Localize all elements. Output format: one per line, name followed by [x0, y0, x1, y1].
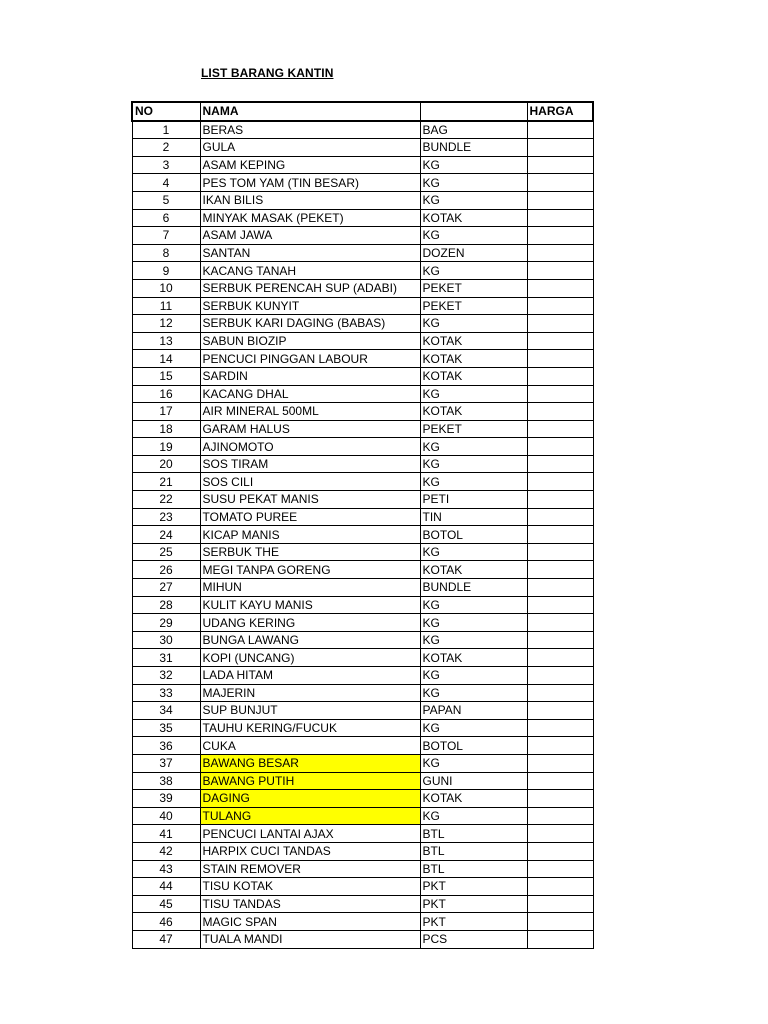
cell-nama: KACANG TANAH: [200, 262, 420, 280]
cell-unit: KOTAK: [420, 367, 527, 385]
cell-unit: KG: [420, 543, 527, 561]
table-row: [132, 244, 593, 262]
cell-nama: DAGING: [200, 790, 420, 808]
cell-nama: STAIN REMOVER: [200, 860, 420, 878]
cell-unit: PAPAN: [420, 702, 527, 720]
cell-unit: GUNI: [420, 772, 527, 790]
table-row: [132, 772, 593, 790]
cell-no: 28: [132, 596, 200, 614]
cell-unit: PETI: [420, 491, 527, 509]
cell-harga: [527, 754, 593, 772]
cell-nama: BERAS: [200, 121, 420, 139]
cell-unit: BAG: [420, 121, 527, 139]
cell-nama: AJINOMOTO: [200, 438, 420, 456]
table-row: [132, 491, 593, 509]
table-row: [132, 631, 593, 649]
cell-harga: [527, 262, 593, 280]
cell-harga: [527, 649, 593, 667]
cell-nama: MINYAK MASAK (PEKET): [200, 209, 420, 227]
cell-no: 5: [132, 191, 200, 209]
cell-no: 9: [132, 262, 200, 280]
table-row: [132, 385, 593, 403]
cell-nama: SERBUK KUNYIT: [200, 297, 420, 315]
table-row: [132, 332, 593, 350]
cell-unit: PKT: [420, 895, 527, 913]
table-row: [132, 191, 593, 209]
cell-nama: SOS TIRAM: [200, 455, 420, 473]
cell-unit: KG: [420, 719, 527, 737]
item-list-table: [131, 101, 594, 949]
cell-nama: SUP BUNJUT: [200, 702, 420, 720]
cell-harga: [527, 930, 593, 948]
cell-unit: KG: [420, 631, 527, 649]
table-row: [132, 420, 593, 438]
cell-no: 6: [132, 209, 200, 227]
cell-no: 25: [132, 543, 200, 561]
cell-no: 37: [132, 754, 200, 772]
cell-no: 15: [132, 367, 200, 385]
cell-nama: SANTAN: [200, 244, 420, 262]
cell-nama: KULIT KAYU MANIS: [200, 596, 420, 614]
cell-harga: [527, 403, 593, 421]
table-row: [132, 895, 593, 913]
cell-unit: PEKET: [420, 279, 527, 297]
cell-unit: KG: [420, 227, 527, 245]
document-title: LIST BARANG KANTIN: [201, 66, 334, 80]
cell-unit: KOTAK: [420, 403, 527, 421]
cell-unit: KG: [420, 315, 527, 333]
cell-no: 10: [132, 279, 200, 297]
cell-harga: [527, 579, 593, 597]
cell-no: 14: [132, 350, 200, 368]
cell-nama: TUALA MANDI: [200, 930, 420, 948]
table-row: [132, 930, 593, 948]
table-row: [132, 719, 593, 737]
cell-no: 42: [132, 842, 200, 860]
table-row: [132, 842, 593, 860]
cell-unit: KG: [420, 473, 527, 491]
cell-no: 26: [132, 561, 200, 579]
cell-harga: [527, 719, 593, 737]
cell-nama: GULA: [200, 139, 420, 157]
cell-unit: KG: [420, 667, 527, 685]
cell-no: 41: [132, 825, 200, 843]
cell-no: 21: [132, 473, 200, 491]
cell-harga: [527, 385, 593, 403]
cell-nama: UDANG KERING: [200, 614, 420, 632]
cell-no: 11: [132, 297, 200, 315]
cell-no: 23: [132, 508, 200, 526]
cell-nama: TOMATO PUREE: [200, 508, 420, 526]
cell-unit: BTL: [420, 842, 527, 860]
table-row: [132, 543, 593, 561]
table-row: [132, 807, 593, 825]
cell-harga: [527, 561, 593, 579]
cell-unit: KG: [420, 385, 527, 403]
cell-nama: BAWANG PUTIH: [200, 772, 420, 790]
cell-harga: [527, 191, 593, 209]
cell-no: 20: [132, 455, 200, 473]
cell-nama: MEGI TANPA GORENG: [200, 561, 420, 579]
cell-unit: PEKET: [420, 297, 527, 315]
cell-harga: [527, 508, 593, 526]
table-row: [132, 860, 593, 878]
cell-harga: [527, 174, 593, 192]
cell-nama: CUKA: [200, 737, 420, 755]
table-row: [132, 174, 593, 192]
table-row: [132, 262, 593, 280]
cell-harga: [527, 455, 593, 473]
cell-unit: KOTAK: [420, 332, 527, 350]
cell-nama: ASAM JAWA: [200, 227, 420, 245]
cell-nama: GARAM HALUS: [200, 420, 420, 438]
cell-harga: [527, 139, 593, 157]
cell-no: 43: [132, 860, 200, 878]
cell-harga: [527, 842, 593, 860]
cell-nama: HARPIX CUCI TANDAS: [200, 842, 420, 860]
cell-no: 18: [132, 420, 200, 438]
cell-no: 36: [132, 737, 200, 755]
cell-harga: [527, 614, 593, 632]
cell-nama: TISU TANDAS: [200, 895, 420, 913]
cell-unit: BTL: [420, 860, 527, 878]
cell-harga: [527, 702, 593, 720]
cell-harga: [527, 807, 593, 825]
cell-harga: [527, 279, 593, 297]
cell-harga: [527, 350, 593, 368]
table-row: [132, 209, 593, 227]
cell-nama: KACANG DHAL: [200, 385, 420, 403]
cell-unit: KG: [420, 156, 527, 174]
table-row: [132, 790, 593, 808]
cell-no: 46: [132, 913, 200, 931]
table-row: [132, 403, 593, 421]
cell-unit: PKT: [420, 913, 527, 931]
cell-unit: KG: [420, 684, 527, 702]
cell-unit: KG: [420, 614, 527, 632]
table-row: [132, 367, 593, 385]
cell-unit: BUNDLE: [420, 579, 527, 597]
cell-no: 8: [132, 244, 200, 262]
cell-unit: KOTAK: [420, 209, 527, 227]
cell-no: 33: [132, 684, 200, 702]
cell-harga: [527, 438, 593, 456]
cell-nama: TISU KOTAK: [200, 878, 420, 896]
table-row: [132, 438, 593, 456]
cell-unit: KG: [420, 455, 527, 473]
cell-harga: [527, 209, 593, 227]
table-header: [132, 102, 593, 121]
table-row: [132, 596, 593, 614]
cell-no: 17: [132, 403, 200, 421]
cell-no: 1: [132, 121, 200, 139]
cell-no: 16: [132, 385, 200, 403]
cell-harga: [527, 790, 593, 808]
cell-no: 40: [132, 807, 200, 825]
table-row: [132, 139, 593, 157]
cell-unit: KG: [420, 438, 527, 456]
cell-harga: [527, 332, 593, 350]
table-row: [132, 315, 593, 333]
cell-no: 44: [132, 878, 200, 896]
cell-no: 32: [132, 667, 200, 685]
cell-no: 19: [132, 438, 200, 456]
table-row: [132, 684, 593, 702]
cell-nama: KICAP MANIS: [200, 526, 420, 544]
table-row: [132, 350, 593, 368]
table-row: [132, 579, 593, 597]
cell-harga: [527, 420, 593, 438]
cell-unit: KG: [420, 596, 527, 614]
cell-unit: KOTAK: [420, 561, 527, 579]
cell-no: 38: [132, 772, 200, 790]
cell-harga: [527, 596, 593, 614]
table-row: [132, 878, 593, 896]
cell-no: 24: [132, 526, 200, 544]
cell-nama: AIR MINERAL 500ML: [200, 403, 420, 421]
cell-unit: PKT: [420, 878, 527, 896]
cell-no: 29: [132, 614, 200, 632]
cell-harga: [527, 860, 593, 878]
cell-nama: BAWANG BESAR: [200, 754, 420, 772]
table-row: [132, 649, 593, 667]
table-row: [132, 702, 593, 720]
cell-nama: TAUHU KERING/FUCUK: [200, 719, 420, 737]
cell-harga: [527, 315, 593, 333]
cell-harga: [527, 737, 593, 755]
cell-nama: MIHUN: [200, 579, 420, 597]
cell-nama: KOPI (UNCANG): [200, 649, 420, 667]
cell-unit: KOTAK: [420, 649, 527, 667]
cell-harga: [527, 895, 593, 913]
cell-no: 39: [132, 790, 200, 808]
header-harga: HARGA: [527, 102, 593, 121]
cell-no: 35: [132, 719, 200, 737]
cell-no: 27: [132, 579, 200, 597]
cell-nama: SERBUK KARI DAGING (BABAS): [200, 315, 420, 333]
cell-harga: [527, 526, 593, 544]
cell-unit: KG: [420, 754, 527, 772]
cell-harga: [527, 244, 593, 262]
table-row: [132, 737, 593, 755]
cell-unit: TIN: [420, 508, 527, 526]
table-row: [132, 913, 593, 931]
cell-nama: SARDIN: [200, 367, 420, 385]
cell-no: 22: [132, 491, 200, 509]
cell-no: 34: [132, 702, 200, 720]
table-row: [132, 455, 593, 473]
cell-no: 30: [132, 631, 200, 649]
cell-no: 4: [132, 174, 200, 192]
table-row: [132, 825, 593, 843]
table-row: [132, 754, 593, 772]
cell-nama: TULANG: [200, 807, 420, 825]
table-row: [132, 561, 593, 579]
cell-harga: [527, 156, 593, 174]
table-row: [132, 279, 593, 297]
cell-unit: PCS: [420, 930, 527, 948]
cell-unit: BOTOL: [420, 526, 527, 544]
cell-nama: MAGIC SPAN: [200, 913, 420, 931]
cell-no: 7: [132, 227, 200, 245]
header-no: NO: [132, 102, 200, 121]
cell-unit: KOTAK: [420, 350, 527, 368]
cell-unit: KG: [420, 807, 527, 825]
cell-harga: [527, 684, 593, 702]
header-nama: NAMA: [200, 102, 420, 121]
cell-unit: KOTAK: [420, 790, 527, 808]
cell-nama: SERBUK THE: [200, 543, 420, 561]
cell-nama: MAJERIN: [200, 684, 420, 702]
cell-unit: KG: [420, 174, 527, 192]
table-row: [132, 227, 593, 245]
cell-harga: [527, 667, 593, 685]
table-row: [132, 121, 593, 139]
cell-harga: [527, 227, 593, 245]
cell-nama: PENCUCI PINGGAN LABOUR: [200, 350, 420, 368]
cell-no: 45: [132, 895, 200, 913]
cell-nama: SOS CILI: [200, 473, 420, 491]
cell-unit: BUNDLE: [420, 139, 527, 157]
table-row: [132, 526, 593, 544]
cell-nama: SUSU PEKAT MANIS: [200, 491, 420, 509]
cell-nama: ASAM KEPING: [200, 156, 420, 174]
cell-nama: LADA HITAM: [200, 667, 420, 685]
cell-harga: [527, 631, 593, 649]
cell-harga: [527, 825, 593, 843]
table-row: [132, 473, 593, 491]
cell-harga: [527, 121, 593, 139]
cell-unit: PEKET: [420, 420, 527, 438]
cell-unit: BTL: [420, 825, 527, 843]
table-body: [132, 121, 593, 948]
cell-harga: [527, 878, 593, 896]
cell-harga: [527, 543, 593, 561]
cell-nama: BUNGA LAWANG: [200, 631, 420, 649]
cell-harga: [527, 491, 593, 509]
cell-no: 47: [132, 930, 200, 948]
header-row: [132, 102, 593, 121]
cell-unit: BOTOL: [420, 737, 527, 755]
cell-nama: SERBUK PERENCAH SUP (ADABI): [200, 279, 420, 297]
cell-no: 3: [132, 156, 200, 174]
cell-nama: PES TOM YAM (TIN BESAR): [200, 174, 420, 192]
cell-harga: [527, 473, 593, 491]
table-row: [132, 297, 593, 315]
cell-harga: [527, 772, 593, 790]
cell-unit: KG: [420, 262, 527, 280]
cell-unit: KG: [420, 191, 527, 209]
cell-no: 2: [132, 139, 200, 157]
header-unit: [420, 102, 527, 121]
table-row: [132, 667, 593, 685]
cell-nama: PENCUCI LANTAI AJAX: [200, 825, 420, 843]
table-row: [132, 156, 593, 174]
cell-no: 31: [132, 649, 200, 667]
cell-harga: [527, 367, 593, 385]
cell-harga: [527, 297, 593, 315]
cell-nama: IKAN BILIS: [200, 191, 420, 209]
table-row: [132, 508, 593, 526]
table-row: [132, 614, 593, 632]
cell-no: 13: [132, 332, 200, 350]
cell-nama: SABUN BIOZIP: [200, 332, 420, 350]
cell-no: 12: [132, 315, 200, 333]
cell-harga: [527, 913, 593, 931]
cell-unit: DOZEN: [420, 244, 527, 262]
